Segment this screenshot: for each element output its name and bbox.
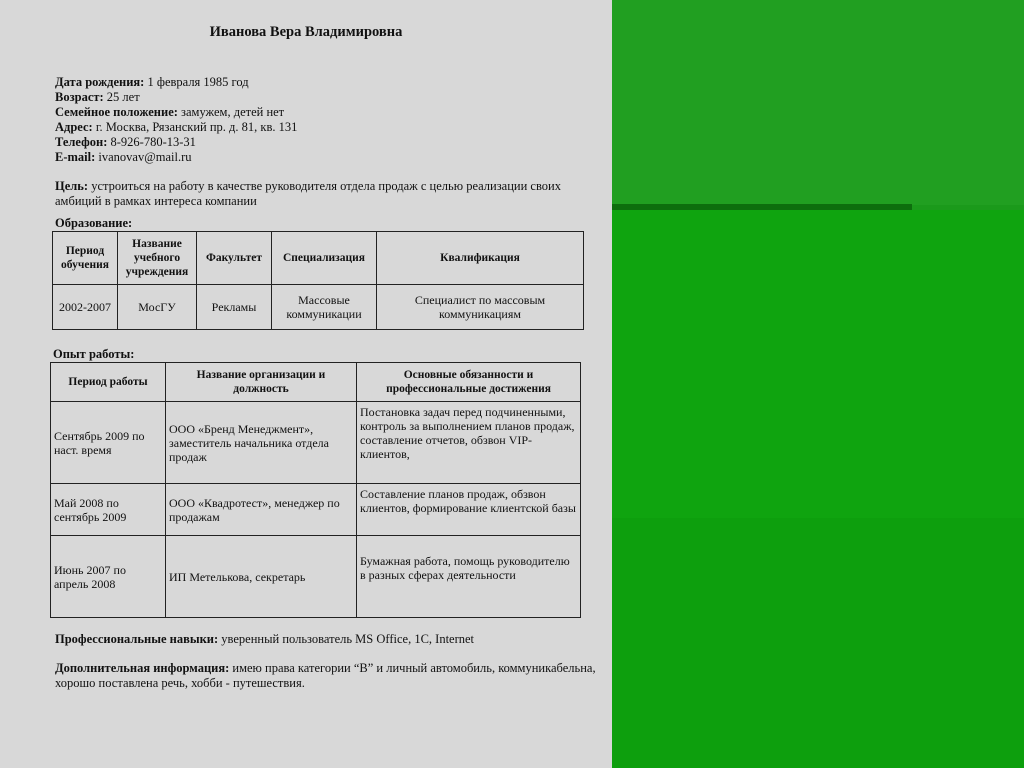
- birth-date-row: [55, 75, 297, 90]
- goal-text: устроиться на работу в качестве руководителя отдела продаж с целью реализации своих амбиций в рамках интереса компании: [55, 179, 561, 208]
- address-value: г. Москва, Рязанский пр. д. 81, кв. 131: [92, 120, 298, 134]
- education-title: Образование:: [55, 216, 133, 230]
- education-period: 2002-2007: [53, 285, 118, 330]
- experience-header-row: [51, 363, 581, 402]
- personal-info: [55, 75, 297, 165]
- experience-header-period: Период работы: [51, 363, 166, 402]
- age-value: 25 лет: [103, 90, 140, 104]
- table-row: [51, 484, 581, 536]
- experience-period: Май 2008 по сентябрь 2009: [51, 484, 166, 536]
- marital-row: [55, 105, 297, 120]
- experience-period: Сентябрь 2009 по наст. время: [51, 402, 166, 484]
- experience-title: Опыт работы:: [53, 347, 135, 361]
- extra-info-paragraph: [55, 661, 600, 691]
- experience-header-duties: Основные обязанности и профессиональные достижения: [357, 363, 581, 402]
- email-row: [55, 150, 297, 165]
- birth-date-value: 1 февраля 1985 год: [144, 75, 249, 89]
- slide-divider-line: [612, 204, 912, 210]
- email-value: ivanovav@mail.ru: [95, 150, 192, 164]
- experience-duties: Бумажная работа, помощь руководителю в разных сферах деятельности: [357, 536, 581, 618]
- skills-label: Профессиональные навыки:: [55, 632, 219, 646]
- experience-duties: Постановка задач перед подчиненными, контроль за выполнением планов продаж, составление отчетов, обзвон VIP-клиентов,: [357, 402, 581, 484]
- phone-label: Телефон:: [55, 135, 108, 149]
- education-faculty: Рекламы: [197, 285, 272, 330]
- education-header-row: [53, 232, 584, 285]
- experience-organization: ООО «Бренд Менеджмент», заместитель начальника отдела продаж: [166, 402, 357, 484]
- extra-info-label: Дополнительная информация:: [55, 661, 230, 675]
- education-institution: МосГУ: [118, 285, 197, 330]
- phone-row: [55, 135, 297, 150]
- education-table: [52, 231, 584, 330]
- birth-date-label: Дата рождения:: [55, 75, 145, 89]
- experience-organization: ИП Метелькова, секретарь: [166, 536, 357, 618]
- address-label: Адрес:: [55, 120, 93, 134]
- table-row: [53, 285, 584, 330]
- experience-table: [50, 362, 581, 618]
- marital-value: замужем, детей нет: [177, 105, 285, 119]
- education-header-specialization: Специализация: [272, 232, 377, 285]
- age-row: [55, 90, 297, 105]
- experience-duties: Составление планов продаж, обзвон клиентов, формирование клиентской базы: [357, 484, 581, 536]
- goal-paragraph: [55, 179, 575, 209]
- phone-value: 8-926-780-13-31: [107, 135, 196, 149]
- education-qualification: Специалист по массовым коммуникациям: [377, 285, 584, 330]
- table-row: [51, 536, 581, 618]
- experience-period: Июнь 2007 по апрель 2008: [51, 536, 166, 618]
- extra-info-text: имею права категории “В” и личный автомобиль, коммуникабельна, хорошо поставлена речь, хобби - путешествия.: [55, 661, 596, 690]
- resume-name: Иванова Вера Владимировна: [209, 24, 403, 40]
- age-label: Возраст:: [55, 90, 104, 104]
- table-row: [51, 402, 581, 484]
- marital-label: Семейное положение:: [55, 105, 178, 119]
- education-specialization: Массовые коммуникации: [272, 285, 377, 330]
- email-label: E-mail:: [55, 150, 96, 164]
- experience-header-organization: Название организации и должность: [166, 363, 357, 402]
- education-header-faculty: Факультет: [197, 232, 272, 285]
- skills-text: уверенный пользователь MS Office, 1C, Internet: [218, 632, 475, 646]
- skills-paragraph: [55, 632, 595, 647]
- education-header-qualification: Квалификация: [377, 232, 584, 285]
- experience-organization: ООО «Квадротест», менеджер по продажам: [166, 484, 357, 536]
- education-header-institution: Название учебного учреждения: [118, 232, 197, 285]
- goal-label: Цель:: [55, 179, 89, 193]
- address-row: [55, 120, 297, 135]
- education-header-period: Период обучения: [53, 232, 118, 285]
